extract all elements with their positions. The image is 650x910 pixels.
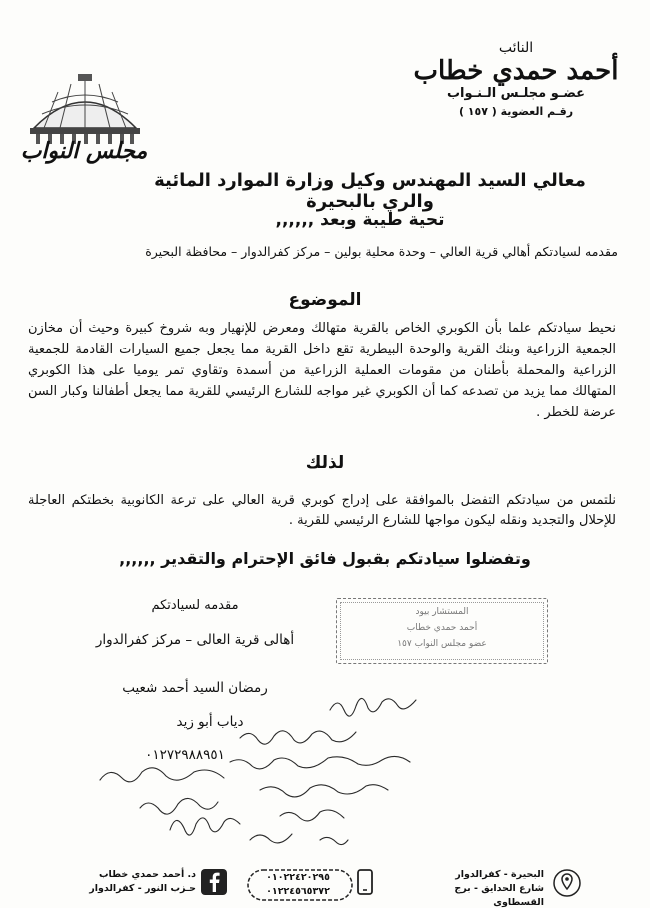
closing-line: وتفضلوا سيادتكم بقبول فائق الإحترام والتقدير ,,,,,, [119,549,531,568]
sender-village: أهالى قرية العالى – مركز كفرالدوار [95,632,295,648]
footer-phone-2: ٠١٢٢٤٥٦٥٣٧٢ [266,886,330,897]
annotation-stroke-6 [140,798,218,814]
annotation-stroke-9 [250,834,292,843]
mp-role: عضـو مجلـس الـنـواب [446,86,586,101]
facebook-icon [200,868,228,896]
footer-phone-1: ٠١٠٢٢٤٢٠٢٩٥ [266,872,330,883]
annotation-stroke-7 [280,810,344,821]
annotation-stroke-4 [100,768,224,782]
annotation-stroke-8 [170,818,240,835]
therefore-heading: لذلك [305,453,345,473]
intro-line: مقدمه لسيادتكم أهالي قرية العالي – وحدة محلية بولين – مركز كفرالدوار – محافظة البحيرة [145,244,618,259]
stamp-line-1: المستشار بيود [415,607,469,617]
footer [0,858,650,908]
addressee: معالي السيد المهندس وكيل وزارة الموارد المائية والري بالبحيرة [154,170,586,212]
mp-name: أحمد حمدي خطاب [413,56,619,86]
membership-number: رقـم العضوية ( ١٥٧ ) [458,105,574,118]
letterhead [400,40,632,120]
sender-name-1: رمضان السيد أحمد شعيب [122,680,268,696]
subject-heading: الموضوع [288,290,362,310]
submitted-to: مقدمه لسيادتكم [151,598,239,613]
office-stamp [336,598,548,664]
footer-address-2: شارع الحدايق - برج القسطاوى [454,883,544,908]
logo-text: مجلس النواب [20,138,148,164]
annotation-stroke-3 [230,756,410,768]
footer-party: حـزب النور - كفرالدوار [89,883,196,894]
stamp-line-3: عضو مجلس النواب ١٥٧ [397,639,487,649]
location-pin-icon [552,866,582,900]
annotation-stroke-2 [240,731,356,744]
footer-mp-name: د. أحمد حمدي خطاب [99,869,196,880]
annotation-stroke-10 [320,837,348,844]
greeting: تحية طيبة وبعد ,,,,,, [275,210,445,230]
body-paragraph: نحيط سيادتكم علما بأن الكوبري الخاص بالقرية متهالك ومعرض للإنهيار وبه شروخ كبيرة وحيث أن مخازن الجمعية الزراعية وبنك القرية والوحدة البيطرية تقع داخل القرية مما يجعل جميع السيارات القادمة للجمعية الزراعية والمحملة بأطنان من مقومات العملية الزراعية من أسمدة وتقاوي تمر يوميا على هذا الكوبري المتهالك مما يزيد من تصدعه كما أن الكوبري غير مواجه للشارع الرئيسي للقرية مما يجعل أطفالنا وكبار السن عرضة للخطر . [28,321,616,420]
sender-phone: ٠١٢٧٢٩٨٨٩٥١ [145,747,225,763]
annotation-stroke-1 [330,698,416,716]
mobile-phone-icon [356,868,374,896]
footer-address-1: البحيرة - كفرالدوار [455,869,544,880]
stamp-line-2: أحمد حمدي خطاب [406,623,478,633]
mp-label: النائب [498,40,534,56]
sender-name-2: دياب أبو زيد [176,714,244,730]
annotation-stroke-5 [260,785,388,797]
handwritten-annotation [80,690,460,865]
request-paragraph: نلتمس من سيادتكم التفضل بالموافقة على إدراج كوبري قرية العالي على ترعة الكانوبية بخطتكم العاجلة للإحلال والتجديد ونقله ليكون مواجها للشارع الرئيسي للقرية . [28,493,616,528]
